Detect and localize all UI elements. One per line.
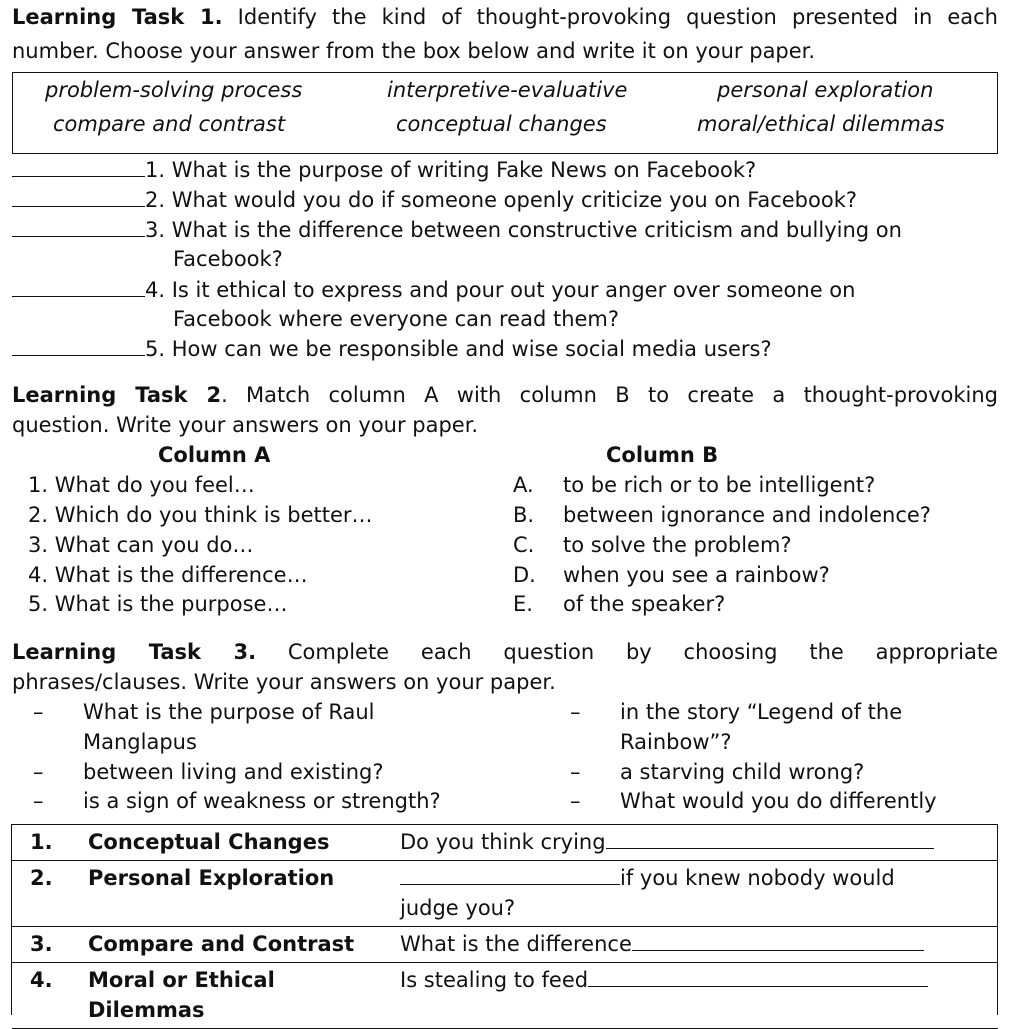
row-number: 4. [12,963,88,1029]
column-b-letter-b: B. [513,503,535,527]
column-a-item-4: 4. What is the difference… [28,563,308,587]
dash-bullet: – [570,700,581,724]
column-b-letter-d: D. [513,563,536,587]
row-prompt: What is the difference [400,927,998,963]
column-b-item-e: of the speaker? [563,592,726,616]
table-row [12,963,998,1029]
answer-blank[interactable] [12,337,145,356]
phrase-left-1: What is the purpose of Raul [83,700,375,724]
row-number: 3. [12,927,88,963]
column-b-item-c: to solve the problem? [563,533,792,557]
answer-blank[interactable] [12,218,145,237]
phrase-right-3: What would you do differently [620,789,937,813]
choice-moral-ethical: moral/ethical dilemmas [697,112,945,136]
dash-bullet: – [570,760,581,784]
column-b-letter-e: E. [513,592,533,616]
phrase-left-2: between living and existing? [83,760,384,784]
answer-blank[interactable] [588,968,928,987]
column-b-item-d: when you see a rainbow? [563,563,830,587]
choice-interpretive-evaluative: interpretive-evaluative [387,78,628,102]
dash-bullet: – [570,789,581,813]
task2-instruction-line1: Learning Task 2. Match column A with column B to create a thought-provoking [12,383,998,407]
dash-bullet: – [33,700,44,724]
table-row [12,825,998,861]
row-prompt: Do you think crying [400,825,998,861]
task1-question-3-cont: Facebook? [173,247,283,271]
task2-label: Learning Task 2 [12,383,222,407]
column-b-item-a: to be rich or to be intelligent? [563,473,876,497]
task1-instruction-line1: Learning Task 1. Identify the kind of thought-provoking question presented in each [12,5,998,29]
answer-blank[interactable] [12,278,145,297]
row-prompt: if you knew nobody would judge you? [400,861,998,927]
phrase-right-2: a starving child wrong? [620,760,865,784]
table-row [12,861,998,927]
task3-table [12,824,998,1029]
phrase-right-1: in the story “Legend of the [620,700,903,724]
phrase-left-3: is a sign of weakness or strength? [83,789,441,813]
answer-blank[interactable] [12,188,145,207]
row-prompt: Is stealing to feed [400,963,998,1029]
row-number: 2. [12,861,88,927]
row-number: 1. [12,825,88,861]
column-b-letter-a: A. [513,473,534,497]
row-category: Moral or Ethical Dilemmas [88,963,400,1029]
choice-conceptual-changes: conceptual changes [396,112,607,136]
choice-compare-contrast: compare and contrast [53,112,286,136]
task1-question-3: 3. What is the difference between constructive criticism and bullying on [12,218,902,242]
task3-instruction-line1: Learning Task 3. Complete each question by choosing the appropriate [12,640,998,664]
row-category: Conceptual Changes [88,825,400,861]
column-b-header: Column B [606,443,719,467]
answer-blank[interactable] [12,158,145,177]
task1-question-5: 5. How can we be responsible and wise social media users? [12,337,772,361]
task1-question-1: 1. What is the purpose of writing Fake News on Facebook? [12,158,756,182]
choice-personal-exploration: personal exploration [717,78,934,102]
column-a-header: Column A [158,443,271,467]
column-b-item-b: between ignorance and indolence? [563,503,931,527]
answer-blank[interactable] [400,866,620,885]
row-category: Compare and Contrast [88,927,400,963]
task1-label: Learning Task 1. [12,5,223,29]
table-row [12,927,998,963]
choice-problem-solving: problem-solving process [45,78,303,102]
column-a-item-2: 2. Which do you think is better… [28,503,373,527]
row-category: Personal Exploration [88,861,400,927]
answer-blank[interactable] [632,932,924,951]
phrase-right-1-cont: Rainbow”? [620,730,732,754]
task1-question-2: 2. What would you do if someone openly criticize you on Facebook? [12,188,857,212]
task3-label: Learning Task 3. [12,640,257,664]
dash-bullet: – [33,789,44,813]
task1-question-4-cont: Facebook where everyone can read them? [173,307,620,331]
task1-instruction-line2: number. Choose your answer from the box below and write it on your paper. [12,39,816,63]
column-b-letter-c: C. [513,533,535,557]
column-a-item-1: 1. What do you feel… [28,473,255,497]
column-a-item-3: 3. What can you do… [28,533,254,557]
task1-question-4: 4. Is it ethical to express and pour out your anger over someone on [12,278,855,302]
phrase-left-1-cont: Manglapus [83,730,197,754]
task2-instruction-line2: question. Write your answers on your paper. [12,413,479,437]
dash-bullet: – [33,760,44,784]
column-a-item-5: 5. What is the purpose… [28,592,288,616]
task3-instruction-line2: phrases/clauses. Write your answers on your paper. [12,670,556,694]
answer-blank[interactable] [606,830,934,849]
answer-choices-box [12,72,998,154]
